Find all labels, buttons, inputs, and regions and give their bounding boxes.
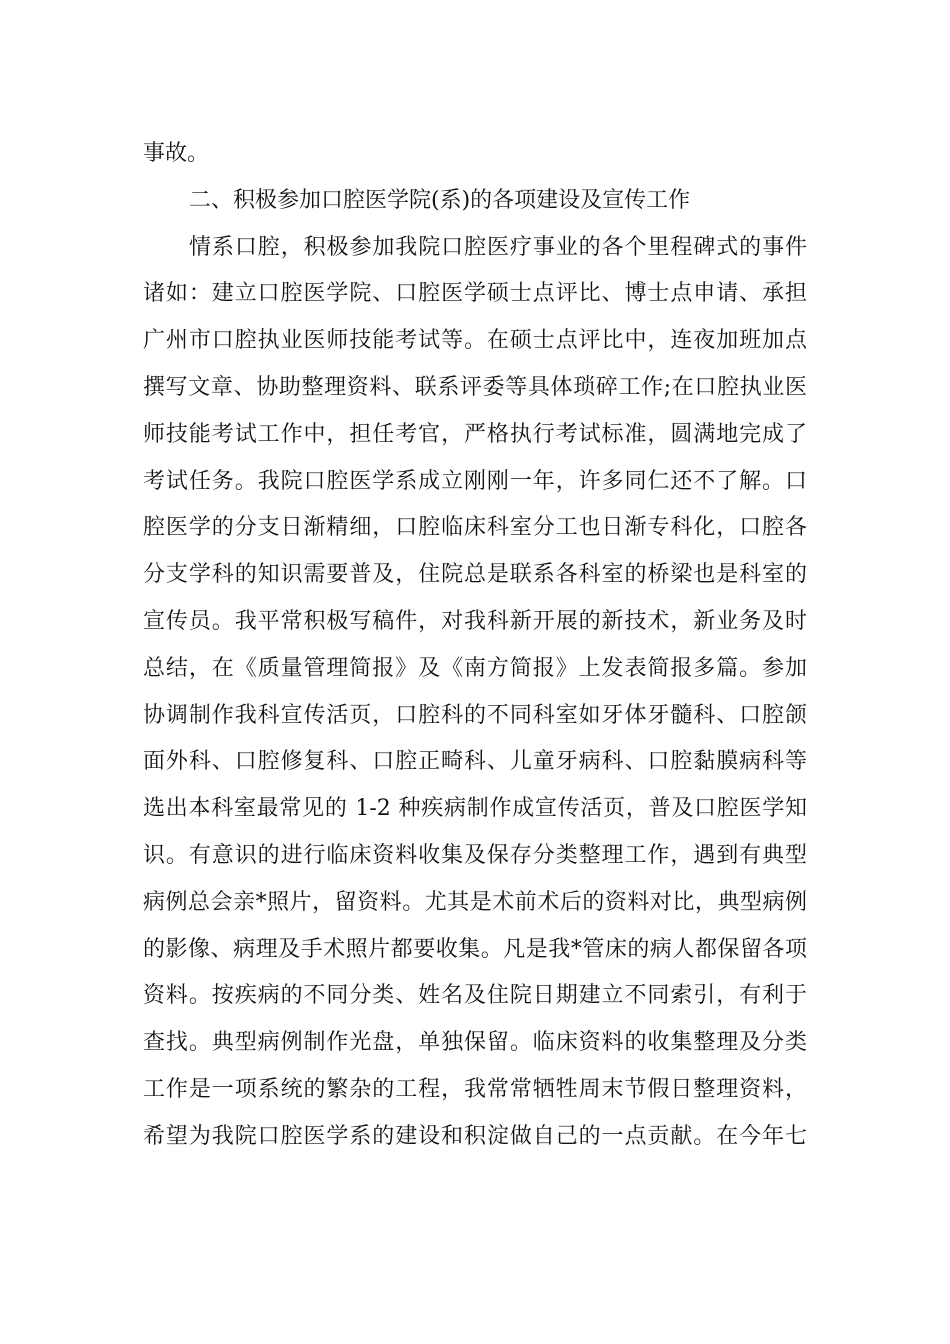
text-line-14: 面外科、口腔修复科、口腔正畸科、儿童牙病科、口腔黏膜病科等 (143, 749, 807, 775)
text-line-4: 诸如：建立口腔医学院、口腔医学硕士点评比、博士点申请、承担 (143, 281, 807, 307)
text-line-3: 情系口腔，积极参加我院口腔医疗事业的各个里程碑式的事件 (189, 234, 807, 260)
text-line-11: 宣传员。我平常积极写稿件，对我科新开展的新技术，新业务及时 (143, 608, 807, 634)
text-line-12: 总结，在《质量管理简报》及《南方简报》上发表简报多篇。参加 (143, 655, 807, 681)
text-line-6: 撰写文章、协助整理资料、联系评委等具体琐碎工作;在口腔执业医 (143, 374, 807, 400)
text-line-1: 事故。 (143, 141, 210, 166)
text-line-22: 希望为我院口腔医学系的建设和积淀做自己的一点贡献。在今年七 (143, 1123, 807, 1149)
text-line-8: 考试任务。我院口腔医学系成立刚刚一年，许多同仁还不了解。口 (143, 468, 807, 494)
text-line-20: 查找。典型病例制作光盘，单独保留。临床资料的收集整理及分类 (143, 1030, 807, 1056)
text-line-5: 广州市口腔执业医师技能考试等。在硕士点评比中，连夜加班加点 (143, 328, 807, 354)
text-line-19: 资料。按疾病的不同分类、姓名及住院日期建立不同索引，有利于 (143, 983, 807, 1009)
text-line-13: 协调制作我科宣传活页，口腔科的不同科室如牙体牙髓科、口腔颌 (143, 702, 807, 728)
text-line-10: 分支学科的知识需要普及，住院总是联系各科室的桥梁也是科室的 (143, 562, 807, 588)
text-line-18: 的影像、病理及手术照片都要收集。凡是我*管床的病人都保留各项 (143, 936, 807, 962)
text-line-9: 腔医学的分支日渐精细，口腔临床科室分工也日渐专科化，口腔各 (143, 515, 807, 541)
text-line-15: 选出本科室最常见的 1-2 种疾病制作成宣传活页，普及口腔医学知 (143, 796, 807, 822)
section-heading: 二、积极参加口腔医学院(系)的各项建设及宣传工作 (189, 187, 691, 213)
text-line-17: 病例总会亲*照片，留资料。尤其是术前术后的资料对比，典型病例 (143, 889, 807, 915)
text-line-7: 师技能考试工作中，担任考官，严格执行考试标准，圆满地完成了 (143, 421, 807, 447)
text-line-21: 工作是一项系统的繁杂的工程，我常常牺牲周末节假日整理资料， (143, 1076, 807, 1102)
document-body (143, 131, 807, 1161)
text-line-16: 识。有意识的进行临床资料收集及保存分类整理工作，遇到有典型 (143, 842, 807, 868)
